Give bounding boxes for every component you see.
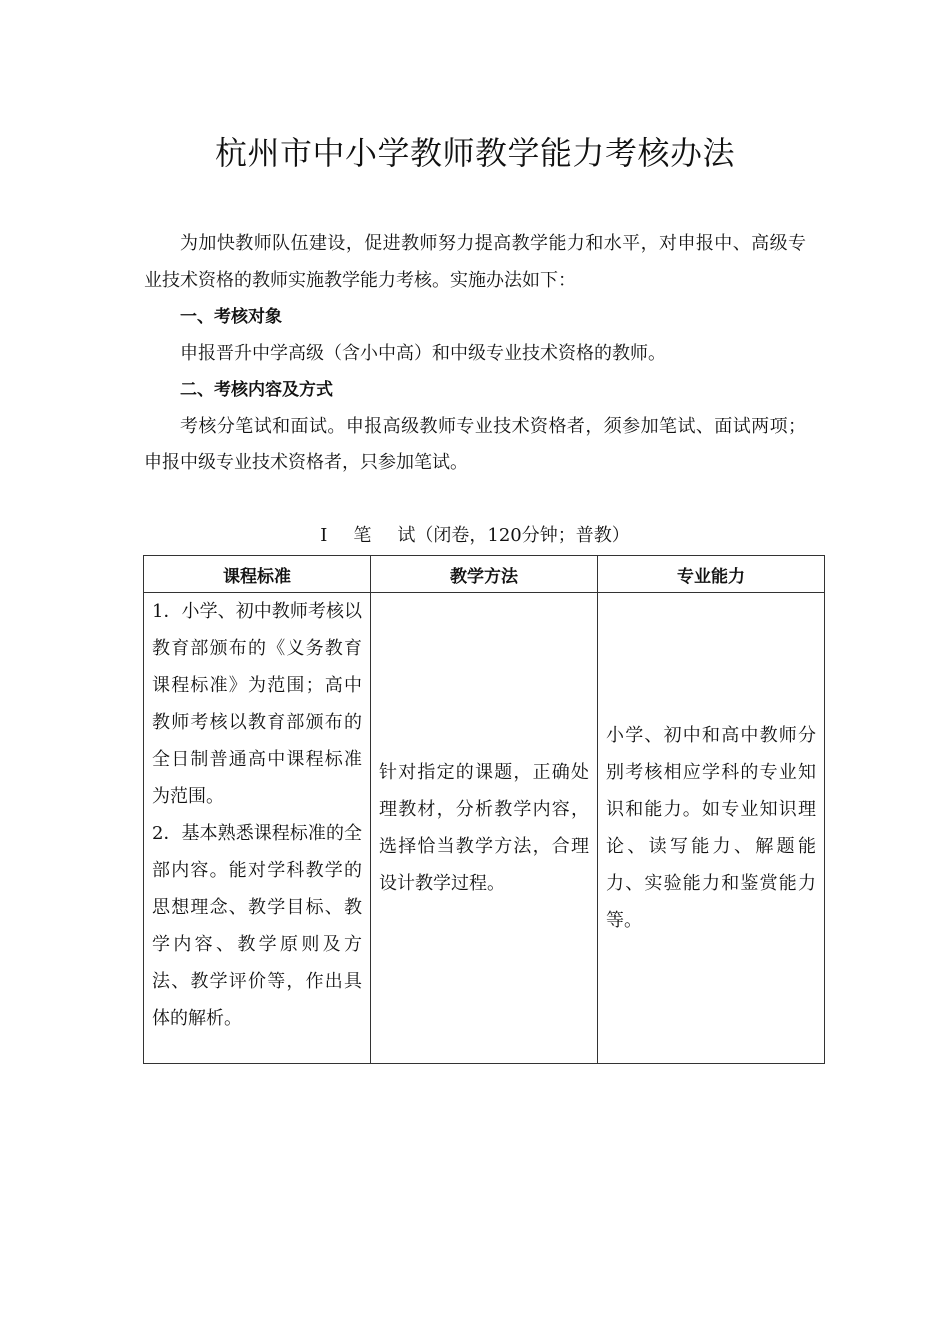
section-text-targets: 申报晋升中学高级（含小中高）和中级专业技术资格的教师。 <box>180 342 666 364</box>
curriculum-item-2: 2．基本熟悉课程标准的全部内容。能对学科教学的思想理念、教学目标、教学内容、教学原则及方法、教学评价等，作出具体的解析。 <box>152 823 362 1029</box>
intro-paragraph: 为加快教师队伍建设，促进教师努力提高教学能力和水平，对申报中、高级专业技术资格的教师实施教学能力考核。实施办法如下： <box>144 233 806 291</box>
cell-curriculum-standard <box>144 593 371 1064</box>
section-text-content-method: 考核分笔试和面试。申报高级教师专业技术资格者，须参加笔试、面试两项；申报中级专业技术资格者，只参加笔试。 <box>144 415 806 473</box>
header-professional-ability: 专业能力 <box>598 556 825 593</box>
cell-professional-ability: 小学、初中和高中教师分别考核相应学科的专业知识和能力。如专业知识理论、读写能力、解题能力、实验能力和鉴赏能力等。 <box>598 593 825 1064</box>
table-row <box>144 593 825 1064</box>
exam-table <box>143 555 825 1064</box>
table-caption-part1: 笔 <box>353 525 372 546</box>
curriculum-item-1: 1．小学、初中教师考核以教育部颁布的《义务教育课程标准》为范围；高中教师考核以教育部颁布的全日制普通高中课程标准为范围。 <box>152 601 362 807</box>
table-caption <box>0 521 950 547</box>
header-curriculum-standard: 课程标准 <box>144 556 371 593</box>
document-title: 杭州市中小学教师教学能力考核办法 <box>214 134 735 172</box>
document-body <box>144 226 806 482</box>
cell-teaching-method: 针对指定的课题，正确处理教材，分析教学内容，选择恰当教学方法，合理设计教学过程。 <box>371 593 598 1064</box>
header-teaching-method: 教学方法 <box>371 556 598 593</box>
table-caption-part2: 试（闭卷，120分钟；普教） <box>397 525 630 546</box>
section-heading-targets: 一、考核对象 <box>180 307 282 327</box>
table-header-row <box>144 556 825 593</box>
table-caption-number: Ⅰ <box>320 525 328 546</box>
section-heading-content-method: 二、考核内容及方式 <box>180 380 333 400</box>
